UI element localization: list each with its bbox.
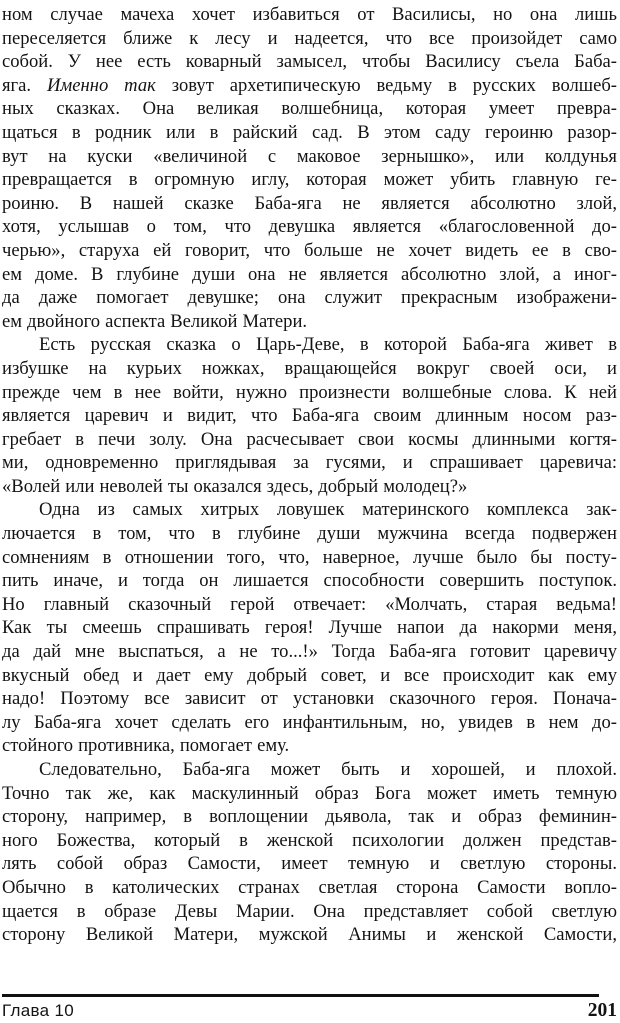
text-line: стойного противника, помогает ему. — [2, 735, 290, 757]
text-line: сомнениям в отношении того, что, наверное, лучше было бы посту- — [2, 546, 617, 568]
text-line: гребает в печи золу. Она расчесывает свои космы длинными когтя- — [2, 428, 617, 450]
text-line: является царевич и видит, что Баба-яга своим длинным носом раз- — [2, 405, 617, 427]
text-line: Но главный сказочный герой отвечает: «Молчать, старая ведьма! — [2, 593, 617, 615]
text-line: Есть русская сказка о Царь-Деве, в которой Баба-яга живет в — [39, 334, 617, 356]
text-line: черью», старуха ей говорит, что больше не хочет видеть ее в сво- — [2, 239, 617, 261]
chapter-label: Глава 10 — [2, 1000, 74, 1020]
text-line: ем двойного аспекта Великой Матери. — [2, 310, 308, 332]
text-line: Следовательно, Баба-яга может быть и хорошей, и плохой. — [39, 759, 617, 780]
text-line: ем доме. В глубине души она не является абсолютно злой, а иног- — [2, 263, 617, 285]
text-line: лять собой образ Самости, имеет темную и светлую стороны. — [2, 853, 617, 875]
text-line: лу Баба-яга хочет сделать его инфантильным, но, увидев в нем до- — [2, 711, 617, 733]
text-line: ми, одновременно приглядывая за гусями, и спрашивает царевича: — [2, 452, 617, 474]
footer-rule — [2, 994, 599, 997]
text-line: сторону, например, в воплощении дьявола, так и образ феминин- — [2, 806, 617, 828]
text-line: лючается в том, что в глубине души мужчина всегда подвержен — [2, 523, 617, 545]
text-line: да даже помогает девушке; она служит прекрасным изображени- — [2, 287, 617, 309]
text-line: превращается в огромную иглу, которая может убить главную ге- — [2, 169, 617, 191]
text-line: ных сказках. Она великая волшебница, которая умеет превра- — [2, 98, 617, 120]
text-line: сторону Великой Матери, мужской Анимы и женской Самости, — [2, 924, 617, 946]
text-line: надо! Поэтому все зависит от установки сказочного героя. Понача- — [2, 688, 617, 710]
text-line: «Волей или неволей ты оказался здесь, добрый молодец?» — [2, 475, 468, 497]
text-line: щаться в родник или в райский сад. В этом саду героиню разор- — [2, 121, 617, 143]
text-line: Одна из самых хитрых ловушек материнского комплекса зак- — [39, 499, 617, 521]
text-line: вут на куски «величиной с маковое зернышко», или колдунья — [2, 145, 617, 167]
text-line: собой. У нее есть коварный замысел, чтобы Василису съела Баба- — [2, 51, 617, 73]
footer-row — [2, 1000, 617, 1022]
text-line: Как ты смеешь спрашивать героя! Лучше напои да накорми меня, — [2, 617, 617, 639]
text-line: хотя, услышав о том, что девушка является «благословенной до- — [2, 216, 617, 238]
text-line: переселяется ближе к лесу и надеется, что все произойдет само — [2, 27, 617, 49]
text-line: Обычно в католических странах светлая сторона Самости вопло- — [2, 876, 617, 898]
text-line: пить иначе, и тогда он лишается способности совершить поступок. — [2, 570, 617, 592]
text-line: Точно так же, как маскулинный образ Бога может иметь темную — [2, 782, 617, 804]
text-line: вкусный обед и дает ему добрый совет, и все происходит как ему — [2, 664, 617, 686]
text-line: прежде чем в нее войти, нужно произнести волшебные слова. К ней — [2, 381, 617, 403]
text-line: щается в образе Девы Марии. Она представляет собой светлую — [2, 900, 617, 922]
text-line: да дай мне выспаться, а не то...!» Тогда Баба-яга готовит царевичу — [2, 641, 617, 663]
text-line: яга. Именно так зовут архетипическую ведьму в русских волшеб- — [2, 74, 617, 96]
body-text — [2, 3, 617, 947]
text-line: роиню. В нашей сказке Баба-яга не является абсолютно злой, — [2, 192, 617, 214]
text-line: избушке на курьих ножках, вращающейся вокруг своей оси, и — [2, 357, 617, 379]
text-line: ного Божества, который в женской психологии должен представ- — [2, 829, 617, 851]
page-number: 201 — [587, 999, 617, 1021]
page-footer — [2, 994, 617, 1022]
text-line: ном случае мачеха хочет избавиться от Василисы, но она лишь — [2, 4, 617, 25]
